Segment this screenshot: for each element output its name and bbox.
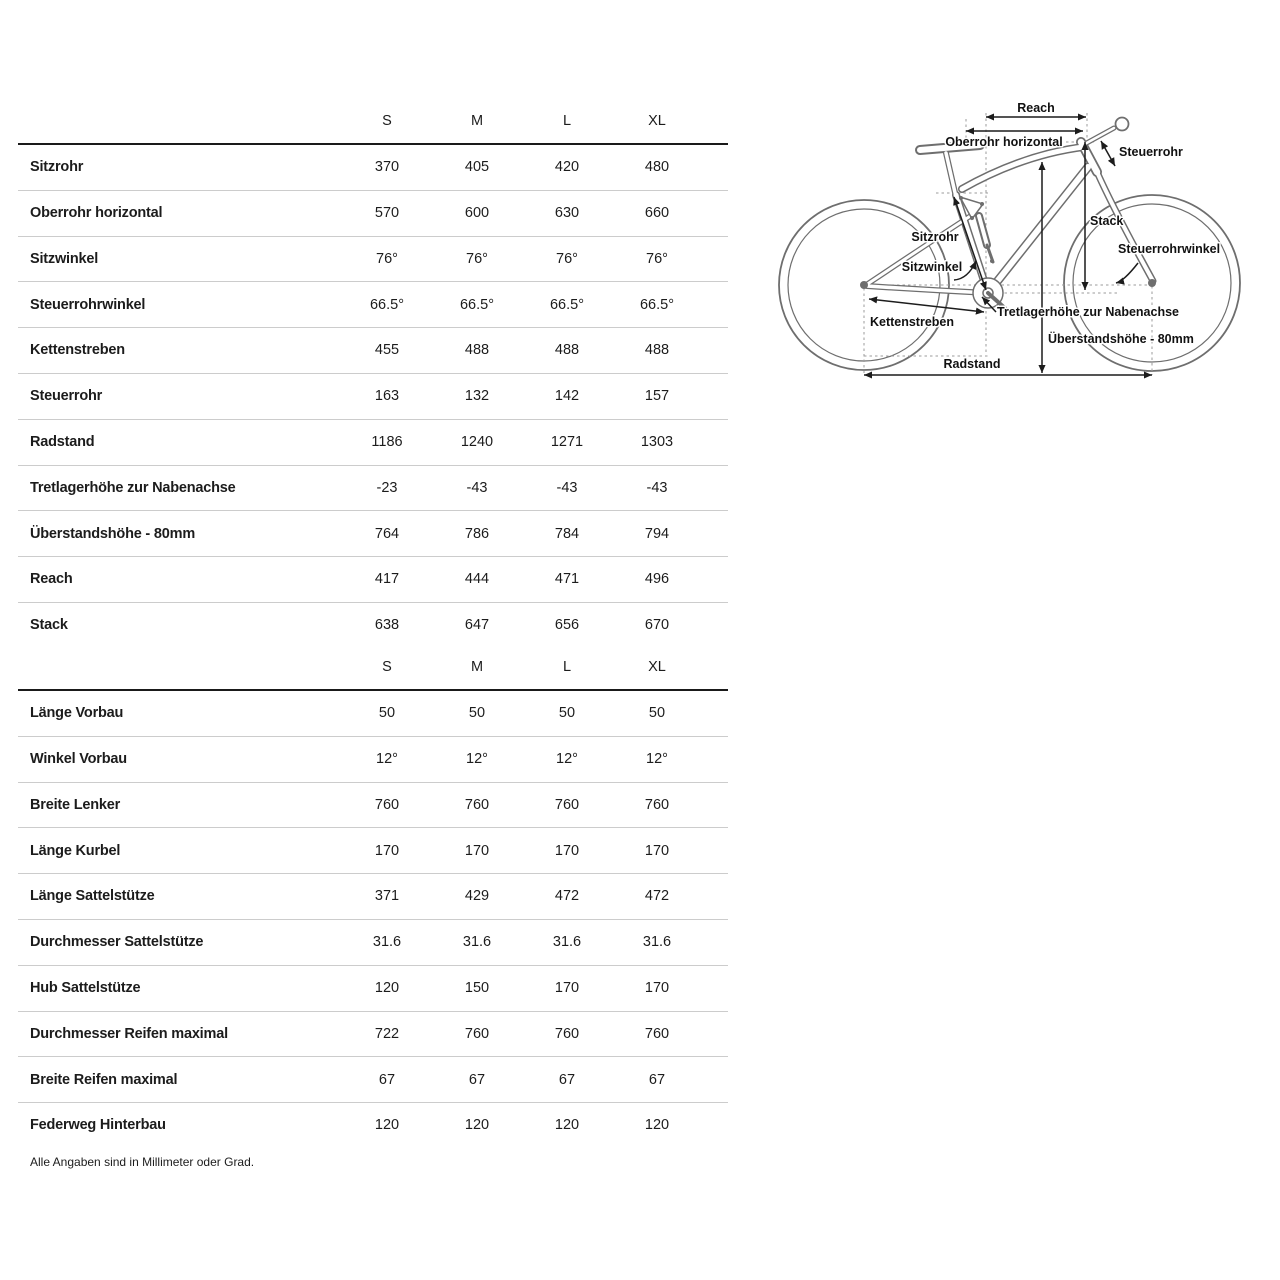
spec-value: 66.5° <box>549 296 585 313</box>
toptube-label: Oberrohr horizontal <box>945 135 1063 149</box>
size-header-row <box>18 100 728 145</box>
spec-row <box>18 1011 728 1057</box>
head-angle-arc <box>1116 263 1138 283</box>
spec-value: 670 <box>644 617 670 634</box>
spec-value: 50 <box>648 705 666 722</box>
standover-label: Überstandshöhe - 80mm <box>1048 332 1194 346</box>
spec-value: 12° <box>646 750 668 767</box>
head-angle-label: Steuerrohrwinkel <box>1118 242 1221 256</box>
spec-row-label: Sitzrohr <box>30 159 84 176</box>
spec-value: 471 <box>554 571 580 588</box>
seat-angle-label: Sitzwinkel <box>901 260 963 274</box>
size-column-header: L <box>562 659 572 676</box>
spec-value: 488 <box>644 342 670 359</box>
spec-value: 472 <box>644 888 670 905</box>
spec-value: 1186 <box>371 433 403 450</box>
spec-row-label: Reach <box>30 571 73 588</box>
spec-value: 66.5° <box>639 296 675 313</box>
spec-row <box>18 419 728 465</box>
spec-row <box>18 827 728 873</box>
spec-value: 50 <box>378 705 396 722</box>
components-table <box>18 646 728 1148</box>
spec-value: 472 <box>554 888 580 905</box>
spec-value: 760 <box>644 796 670 813</box>
spec-value: -43 <box>556 479 578 496</box>
spec-value: 132 <box>464 388 490 405</box>
headtube-label: Steuerrohr <box>1119 145 1183 159</box>
spec-value: 12° <box>466 750 488 767</box>
bike-geometry-diagram <box>770 85 1250 395</box>
spec-row <box>18 736 728 782</box>
spec-value: 420 <box>554 159 580 176</box>
spec-row-label: Tretlagerhöhe zur Nabenachse <box>30 479 236 496</box>
spec-value: 76° <box>646 250 668 267</box>
spec-row-label: Breite Reifen maximal <box>30 1071 178 1088</box>
spec-value: 1271 <box>550 433 584 450</box>
spec-value: 760 <box>374 796 400 813</box>
spec-value: 417 <box>374 571 400 588</box>
spec-row-label: Sitzwinkel <box>30 250 99 267</box>
bb-drop-label: Tretlagerhöhe zur Nabenachse <box>997 305 1180 319</box>
spec-value: 170 <box>554 842 580 859</box>
spec-value: 786 <box>464 525 490 542</box>
spec-value: -43 <box>466 479 488 496</box>
spec-value: 120 <box>374 1117 400 1134</box>
spec-row <box>18 691 728 736</box>
spec-row <box>18 1056 728 1102</box>
spec-row <box>18 782 728 828</box>
size-column-header: M <box>470 659 484 676</box>
spec-value: 142 <box>554 388 580 405</box>
spec-value: 120 <box>644 1117 670 1134</box>
spec-value: 163 <box>374 388 400 405</box>
wheelbase-label: Radstand <box>943 357 1001 371</box>
spec-value: 656 <box>554 617 580 634</box>
spec-value: 1240 <box>460 433 494 450</box>
spec-value: 76° <box>376 250 398 267</box>
spec-value: 66.5° <box>459 296 495 313</box>
spec-value: 76° <box>556 250 578 267</box>
size-column-header: M <box>470 113 484 130</box>
spec-value: 488 <box>554 342 580 359</box>
spec-row <box>18 965 728 1011</box>
chainstay-arrow <box>869 299 984 312</box>
spec-value: 638 <box>374 617 400 634</box>
spec-value: 170 <box>644 842 670 859</box>
spec-value: 760 <box>554 796 580 813</box>
spec-value: 170 <box>464 842 490 859</box>
table-body <box>18 691 728 1148</box>
spec-row-label: Länge Kurbel <box>30 842 121 859</box>
spec-value: 405 <box>464 159 490 176</box>
spec-row <box>18 145 728 190</box>
spec-value: 170 <box>554 979 580 996</box>
size-column-header: XL <box>648 113 666 130</box>
spec-value: 480 <box>644 159 670 176</box>
spec-row-label: Kettenstreben <box>30 342 125 359</box>
spec-value: 455 <box>374 342 400 359</box>
spec-row-label: Durchmesser Reifen maximal <box>30 1025 228 1042</box>
spec-row-label: Länge Sattelstütze <box>30 888 155 905</box>
spec-value: -23 <box>376 479 398 496</box>
size-column-header: S <box>382 659 392 676</box>
spec-row-label: Winkel Vorbau <box>30 750 127 767</box>
spec-value: 760 <box>644 1025 670 1042</box>
spec-value: 784 <box>554 525 580 542</box>
spec-row <box>18 373 728 419</box>
spec-row-label: Federweg Hinterbau <box>30 1117 166 1134</box>
spec-row <box>18 602 728 648</box>
table-body <box>18 145 728 648</box>
spec-value: 31.6 <box>372 934 402 951</box>
spec-value: 1303 <box>640 433 674 450</box>
spec-value: 66.5° <box>369 296 405 313</box>
spec-row <box>18 1102 728 1148</box>
spec-value: 760 <box>464 796 490 813</box>
spec-value: 794 <box>644 525 670 542</box>
units-footnote: Alle Angaben sind in Millimeter oder Grad. <box>30 1155 255 1169</box>
spec-row-label: Stack <box>30 617 68 634</box>
spec-value: 67 <box>468 1071 486 1088</box>
spec-value: 76° <box>466 250 488 267</box>
spec-value: 120 <box>464 1117 490 1134</box>
spec-row-label: Überstandshöhe - 80mm <box>30 525 196 542</box>
spec-value: 31.6 <box>552 934 582 951</box>
spec-value: 67 <box>378 1071 396 1088</box>
spec-value: 570 <box>374 204 400 221</box>
spec-row <box>18 190 728 236</box>
spec-value: 444 <box>464 571 490 588</box>
spec-value: 50 <box>558 705 576 722</box>
spec-value: 157 <box>644 388 670 405</box>
spec-row-label: Steuerrohr <box>30 388 103 405</box>
spec-value: 170 <box>644 979 670 996</box>
spec-value: 31.6 <box>642 934 672 951</box>
spec-row-label: Radstand <box>30 433 95 450</box>
handlebar-grip <box>1116 118 1129 131</box>
spec-value: 496 <box>644 571 670 588</box>
spec-value: 12° <box>376 750 398 767</box>
size-column-header: L <box>562 113 572 130</box>
headtube-arrow <box>1101 141 1115 166</box>
size-column-header: XL <box>648 659 666 676</box>
spec-row <box>18 281 728 327</box>
spec-value: 31.6 <box>462 934 492 951</box>
rear-axle <box>860 281 868 289</box>
spec-value: 488 <box>464 342 490 359</box>
spec-row <box>18 236 728 282</box>
spec-row <box>18 327 728 373</box>
spec-value: 722 <box>374 1025 400 1042</box>
size-header-row <box>18 646 728 691</box>
spec-value: -43 <box>646 479 668 496</box>
chainstay-label: Kettenstreben <box>869 315 955 329</box>
spec-row-label: Länge Vorbau <box>30 705 124 722</box>
spec-value: 764 <box>374 525 400 542</box>
spec-row <box>18 873 728 919</box>
frame-geometry-table <box>18 100 728 648</box>
spec-value: 630 <box>554 204 580 221</box>
spec-value: 67 <box>558 1071 576 1088</box>
spec-row-label: Hub Sattelstütze <box>30 979 141 996</box>
size-column-header: S <box>382 113 392 130</box>
spec-row-label: Steuerrohrwinkel <box>30 296 146 313</box>
spec-value: 760 <box>464 1025 490 1042</box>
spec-value: 12° <box>556 750 578 767</box>
spec-value: 170 <box>374 842 400 859</box>
spec-value: 429 <box>464 888 490 905</box>
reach-label: Reach <box>1017 101 1055 115</box>
spec-value: 660 <box>644 204 670 221</box>
spec-value: 370 <box>374 159 400 176</box>
spec-row <box>18 465 728 511</box>
spec-value: 120 <box>374 979 400 996</box>
front-axle <box>1148 279 1156 287</box>
spec-value: 67 <box>648 1071 666 1088</box>
stack-label: Stack <box>1090 214 1124 228</box>
spec-row-label: Oberrohr horizontal <box>30 204 163 221</box>
spec-row <box>18 556 728 602</box>
spec-value: 371 <box>374 888 400 905</box>
spec-value: 150 <box>464 979 490 996</box>
spec-value: 50 <box>468 705 486 722</box>
seattube-label: Sitzrohr <box>911 230 959 244</box>
spec-row <box>18 919 728 965</box>
spec-value: 600 <box>464 204 490 221</box>
spec-row <box>18 510 728 556</box>
spec-value: 120 <box>554 1117 580 1134</box>
spec-value: 760 <box>554 1025 580 1042</box>
spec-row-label: Durchmesser Sattelstütze <box>30 934 204 951</box>
spec-value: 647 <box>464 617 490 634</box>
spec-row-label: Breite Lenker <box>30 796 121 813</box>
diagram-labels <box>870 101 1220 371</box>
